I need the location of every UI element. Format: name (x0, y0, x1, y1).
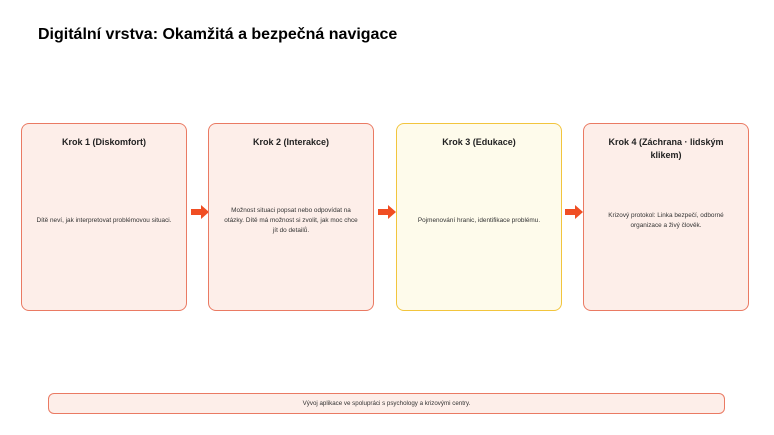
step-body: Možnost situaci popsat nebo odpovídat na otázky. Dítě má možnost si zvolit, jak moc chce jít do detailů. (224, 207, 358, 234)
step-title: Krok 1 (Diskomfort) (61, 137, 146, 147)
right-arrow-icon (191, 205, 209, 219)
step-title: Krok 4 (Záchrana · lidským klikem) (608, 137, 724, 160)
step-title: Krok 3 (Edukace) (442, 137, 516, 147)
step-card-3 (396, 123, 562, 311)
step-card-1 (21, 123, 187, 311)
right-arrow-icon (565, 205, 583, 219)
footer-note: Vývoj aplikace ve spolupráci s psychology a krizovými centry. (48, 393, 725, 414)
page-title: Digitální vrstva: Okamžitá a bezpečná navigace (38, 26, 398, 43)
step-body: Pojmenování hranic, identifikace problému. (417, 217, 541, 224)
step-card-4 (583, 123, 749, 311)
step-card-2 (208, 123, 374, 311)
right-arrow-icon (378, 205, 396, 219)
step-body: Krizový protokol: Linka bezpečí, odborné organizace a živý člověk. (608, 212, 724, 229)
step-title: Krok 2 (Interakce) (252, 137, 330, 147)
step-body: Dítě neví, jak interpretovat problémovou situaci. (36, 217, 172, 224)
